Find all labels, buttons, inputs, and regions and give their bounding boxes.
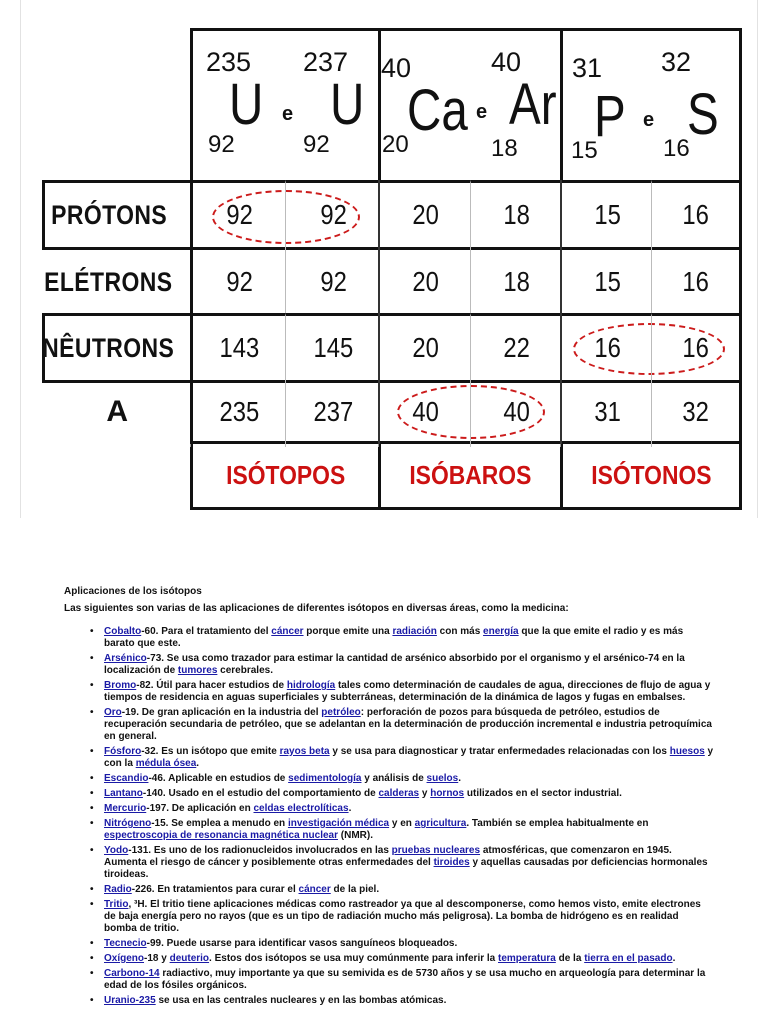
- article-link[interactable]: cáncer: [298, 884, 331, 895]
- cell-value: 16: [682, 266, 709, 297]
- article-link[interactable]: Lantano: [104, 788, 143, 799]
- item-text: -15. Se emplea a menudo en: [151, 818, 288, 829]
- table-cell: [190, 377, 288, 447]
- nuclide-mass: 40: [381, 53, 412, 83]
- list-item: [90, 938, 714, 950]
- list-item: [90, 818, 714, 842]
- table-cell: [560, 180, 654, 250]
- article-link[interactable]: suelos: [426, 773, 459, 784]
- cell-value: 31: [594, 396, 621, 427]
- table-cell: [378, 180, 473, 250]
- item-text: porque emite una: [303, 626, 393, 637]
- article-link[interactable]: tiroides: [433, 857, 470, 868]
- item-text: y aquellas causadas por deficiencias hormonales tiroideas.: [104, 857, 708, 880]
- article-link[interactable]: Nitrógeno: [104, 818, 152, 829]
- bullet-icon: •: [90, 680, 94, 691]
- cell-value: 235: [219, 396, 260, 427]
- bullet-icon: •: [90, 707, 94, 718]
- item-text: . También se emplea habitualmente en: [466, 818, 649, 829]
- article-link[interactable]: tumores: [177, 665, 218, 676]
- item-text: .: [348, 803, 352, 814]
- cell-value: 18: [503, 266, 531, 297]
- item-text: y con la: [104, 746, 714, 769]
- nuclide-symbol: S: [687, 82, 719, 147]
- row-label-mass-number: A: [106, 395, 129, 428]
- item-text: y: [419, 788, 431, 799]
- header-cell-calcium-argon: [378, 28, 563, 183]
- article-intro: Las siguientes son varias de las aplicaciones de diferentes isótopos en diversas áreas, como la medicina:: [64, 603, 569, 614]
- cell-value: 20: [412, 266, 440, 297]
- item-text: con más: [436, 626, 484, 637]
- item-text: y en: [389, 818, 415, 829]
- item-text: (NMR).: [337, 830, 373, 841]
- applications-list: [64, 626, 714, 1007]
- isotope-table: [42, 28, 742, 510]
- table-divider: [560, 180, 562, 444]
- bullet-icon: •: [90, 884, 94, 895]
- list-item: [90, 707, 714, 743]
- item-text: atmosféricas, que comenzaron en 1945. Aumenta el riesgo de cáncer y posiblemente otras enfermedades del: [104, 845, 672, 868]
- row-label-protons: PRÓTONS: [51, 199, 168, 230]
- table-cell: [378, 247, 473, 317]
- article-link[interactable]: agricultura: [414, 818, 467, 829]
- item-text: , ³H. El tritio tiene aplicaciones médicas como rastreador ya que al descomponerse, como hemos visto, emite electrones de baja energía pero no rayos (que es un tipo de radiación mucho más peligrosa). La bomba de hidrógeno es en realidad bomba de tritio.: [104, 899, 701, 934]
- nuclide-mass: 237: [303, 47, 349, 77]
- article-link[interactable]: Radio: [104, 884, 132, 895]
- cell-value: 92: [226, 266, 253, 297]
- item-text: -19. De gran aplicación en la industria del: [121, 707, 322, 718]
- cell-value: 32: [682, 396, 709, 427]
- bullet-icon: •: [90, 803, 94, 814]
- bullet-icon: •: [90, 845, 94, 856]
- article-link[interactable]: sedimentología: [288, 773, 362, 784]
- nuclide-conjunction: e: [643, 109, 655, 131]
- bullet-icon: •: [90, 653, 94, 664]
- item-text: -32. Es un isótopo que emite: [141, 746, 280, 757]
- bullet-icon: •: [90, 818, 94, 829]
- table-cell: [470, 313, 563, 383]
- row-label-cell: [42, 247, 193, 317]
- list-item: [90, 626, 714, 650]
- item-text: . Estos dos isótopos se usa muy comúnmente para inferir la: [209, 953, 499, 964]
- table-cell: [190, 180, 288, 250]
- table-cell: [560, 247, 654, 317]
- item-text: -197. De aplicación en: [146, 803, 254, 814]
- item-text: .: [672, 953, 676, 964]
- nuclide-mass: 235: [206, 47, 252, 77]
- list-item: [90, 788, 714, 800]
- article-link[interactable]: energía: [483, 626, 519, 637]
- article-link[interactable]: médula ósea: [135, 758, 197, 769]
- bullet-icon: •: [90, 773, 94, 784]
- article-link[interactable]: cáncer: [271, 626, 304, 637]
- nuclide-mass: 32: [661, 47, 692, 77]
- item-text: .: [458, 773, 462, 784]
- table-divider: [190, 180, 193, 444]
- article-link[interactable]: Tecnecio: [104, 938, 147, 949]
- table-cell: [378, 377, 473, 447]
- cell-value: 40: [412, 396, 440, 427]
- bullet-icon: •: [90, 968, 94, 979]
- article-link[interactable]: calderas: [378, 788, 420, 799]
- article-heading: Aplicaciones de los isótopos: [64, 586, 202, 597]
- item-text: -82. Útil para hacer estudios de: [136, 680, 287, 691]
- article-link[interactable]: Arsénico: [104, 653, 147, 664]
- article-link[interactable]: Fósforo: [104, 746, 142, 757]
- bullet-icon: •: [90, 938, 94, 949]
- bullet-icon: •: [90, 899, 94, 910]
- table-cell: [285, 180, 381, 250]
- nuclide-mass: 31: [572, 53, 603, 83]
- article-link[interactable]: Oro: [104, 707, 122, 718]
- article-link[interactable]: hornos: [430, 788, 465, 799]
- article-link[interactable]: temperatura: [498, 953, 556, 964]
- article-link[interactable]: Oxígeno: [104, 953, 145, 964]
- table-cell: [560, 377, 654, 447]
- article-link[interactable]: Yodo: [104, 845, 129, 856]
- cell-value: 92: [226, 199, 253, 230]
- article-link[interactable]: radiación: [392, 626, 437, 637]
- table-cell: [190, 247, 288, 317]
- table-divider: [378, 180, 380, 444]
- article-link[interactable]: Uranio-235: [104, 995, 156, 1006]
- table-cell: [651, 180, 742, 250]
- item-text: que la que emite el radio y es más barato que este.: [104, 626, 684, 649]
- table-cell: [285, 377, 381, 447]
- article-link[interactable]: Bromo: [104, 680, 137, 691]
- table-cell: [470, 247, 563, 317]
- article-link[interactable]: pruebas nucleares: [391, 845, 481, 856]
- item-text: -73. Se usa como trazador para estimar la cantidad de arsénico absorbido por el organismo y el arsénico-74 en la localización de: [104, 653, 685, 676]
- item-text: y se usa para diagnosticar y tratar enfermedades relacionadas con los: [329, 746, 670, 757]
- footer-cell-isotones: [560, 441, 742, 510]
- list-item: [90, 653, 714, 677]
- row-label-neutrons: NÊUTRONS: [41, 332, 175, 363]
- cell-value: 143: [219, 332, 260, 363]
- figure-right-border: [757, 0, 758, 518]
- cell-value: 16: [594, 332, 621, 363]
- nuclide-atomic-number: 18: [491, 135, 518, 162]
- item-text: -140. Usado en el estudio del comportamiento de: [142, 788, 379, 799]
- table-cell: [285, 247, 381, 317]
- footer-cell-isobars: [378, 441, 563, 510]
- table-cell: [651, 377, 742, 447]
- nuclide-symbol: Ca: [407, 78, 468, 143]
- bullet-icon: •: [90, 953, 94, 964]
- nuclide-atomic-number: 16: [663, 135, 690, 162]
- item-text: de la piel.: [330, 884, 380, 895]
- article-link[interactable]: hidrología: [286, 680, 336, 691]
- nuclide-atomic-number: 92: [303, 131, 330, 158]
- item-text: -60. Para el tratamiento del: [141, 626, 272, 637]
- list-item: [90, 845, 714, 881]
- row-label-electrons: ELÉTRONS: [44, 266, 173, 297]
- item-text: -18 y: [144, 953, 170, 964]
- cell-value: 20: [412, 199, 440, 230]
- article-link[interactable]: petróleo: [321, 707, 361, 718]
- article-link[interactable]: Tritio: [104, 899, 129, 910]
- cell-value: 16: [682, 332, 709, 363]
- cell-value: 237: [313, 396, 354, 427]
- cell-value: 40: [503, 396, 531, 427]
- cell-value: 18: [503, 199, 531, 230]
- table-cell: [470, 180, 563, 250]
- article-link[interactable]: espectroscopia de resonancia magnética nuclear: [104, 830, 338, 841]
- classification-label-isobars: ISÓBAROS: [409, 460, 532, 490]
- item-text: utilizados en el sector industrial.: [464, 788, 622, 799]
- bullet-icon: •: [90, 626, 94, 637]
- nuclide-atomic-number: 20: [382, 131, 409, 158]
- article-link[interactable]: huesos: [669, 746, 705, 757]
- list-item: [90, 968, 714, 992]
- article-link[interactable]: Escandio: [104, 773, 149, 784]
- nuclide-symbol: U: [229, 72, 264, 137]
- list-item: [90, 953, 714, 965]
- nuclide-conjunction: e: [282, 103, 294, 125]
- figure-left-border: [20, 0, 21, 518]
- nuclide-symbol: Ar: [509, 72, 557, 137]
- nuclide-symbol: U: [330, 72, 365, 137]
- article-link[interactable]: investigación médica: [287, 818, 390, 829]
- item-text: -131. Es uno de los radionucleidos involucrados en las: [128, 845, 392, 856]
- list-item: [90, 773, 714, 785]
- list-item: [90, 995, 714, 1007]
- table-cell: [560, 313, 654, 383]
- article-link[interactable]: deuterio: [169, 953, 210, 964]
- bullet-icon: •: [90, 788, 94, 799]
- nuclide-conjunction: e: [476, 101, 488, 123]
- article: [64, 586, 714, 1010]
- table-cell: [378, 313, 473, 383]
- item-text: : perforación de pozos para búsqueda de petróleo, estudios de recuperación secundaria de petróleo, que se adelantan en la determinación de producción incremental e industria petroquímica en general.: [104, 707, 712, 742]
- item-text: -99. Puede usarse para identificar vasos sanguíneos bloqueados.: [146, 938, 458, 949]
- item-text: se usa en las centrales nucleares y en las bombas atómicas.: [155, 995, 447, 1006]
- bullet-icon: •: [90, 746, 94, 757]
- row-label-cell: [42, 377, 193, 447]
- item-text: .: [196, 758, 200, 769]
- nuclide-mass: 40: [491, 47, 522, 77]
- bullet-icon: •: [90, 995, 94, 1006]
- table-cell: [651, 247, 742, 317]
- list-item: [90, 680, 714, 704]
- item-text: y análisis de: [361, 773, 427, 784]
- table-cell: [470, 377, 563, 447]
- article-link[interactable]: tierra en el pasado: [584, 953, 673, 964]
- article-link[interactable]: rayos beta: [279, 746, 330, 757]
- table-cell: [285, 313, 381, 383]
- item-text: tales como determinación de caudales de agua, direcciones de flujo de agua y tiempos de residencia en aguas superficiales y subterráneas, determinación de la dinámica de lagos y fugas en embalses.: [104, 680, 711, 703]
- header-cell-uranium: [190, 28, 381, 183]
- row-label-cell: [42, 313, 193, 383]
- footer-cell-isotopes: [190, 441, 381, 510]
- item-text: -46. Aplicable en estudios de: [148, 773, 289, 784]
- item-text: -226. En tratamientos para curar el: [131, 884, 299, 895]
- cell-value: 16: [682, 199, 709, 230]
- table-cell: [190, 313, 288, 383]
- nuclide-atomic-number: 15: [571, 137, 598, 164]
- item-text: de la: [555, 953, 585, 964]
- item-text: radiactivo, muy importante ya que su semivida es de 5730 años y se usa mucho en arqueología para determinar la edad de los fósiles orgánicos.: [104, 968, 706, 991]
- article-link[interactable]: Carbono-14: [104, 968, 160, 979]
- cell-value: 15: [594, 199, 621, 230]
- classification-label-isotones: ISÓTONOS: [590, 460, 712, 490]
- cell-value: 20: [412, 332, 440, 363]
- nuclide-atomic-number: 92: [208, 131, 235, 158]
- cell-value: 22: [503, 332, 531, 363]
- header-cell-phosphorus-sulfur: [560, 28, 742, 183]
- table-cell: [651, 313, 742, 383]
- article-link[interactable]: Mercurio: [104, 803, 147, 814]
- article-link[interactable]: celdas electrolíticas: [253, 803, 349, 814]
- classification-label-isotopes: ISÓTOPOS: [225, 460, 346, 490]
- list-item: [90, 746, 714, 770]
- row-label-cell: [42, 180, 193, 250]
- cell-value: 145: [313, 332, 354, 363]
- cell-value: 92: [320, 199, 347, 230]
- cell-value: 92: [320, 266, 347, 297]
- nuclide-symbol: P: [594, 84, 626, 149]
- list-item: [90, 803, 714, 815]
- list-item: [90, 884, 714, 896]
- list-item: [90, 899, 714, 935]
- cell-value: 15: [594, 266, 621, 297]
- article-link[interactable]: Cobalto: [104, 626, 142, 637]
- item-text: cerebrales.: [217, 665, 273, 676]
